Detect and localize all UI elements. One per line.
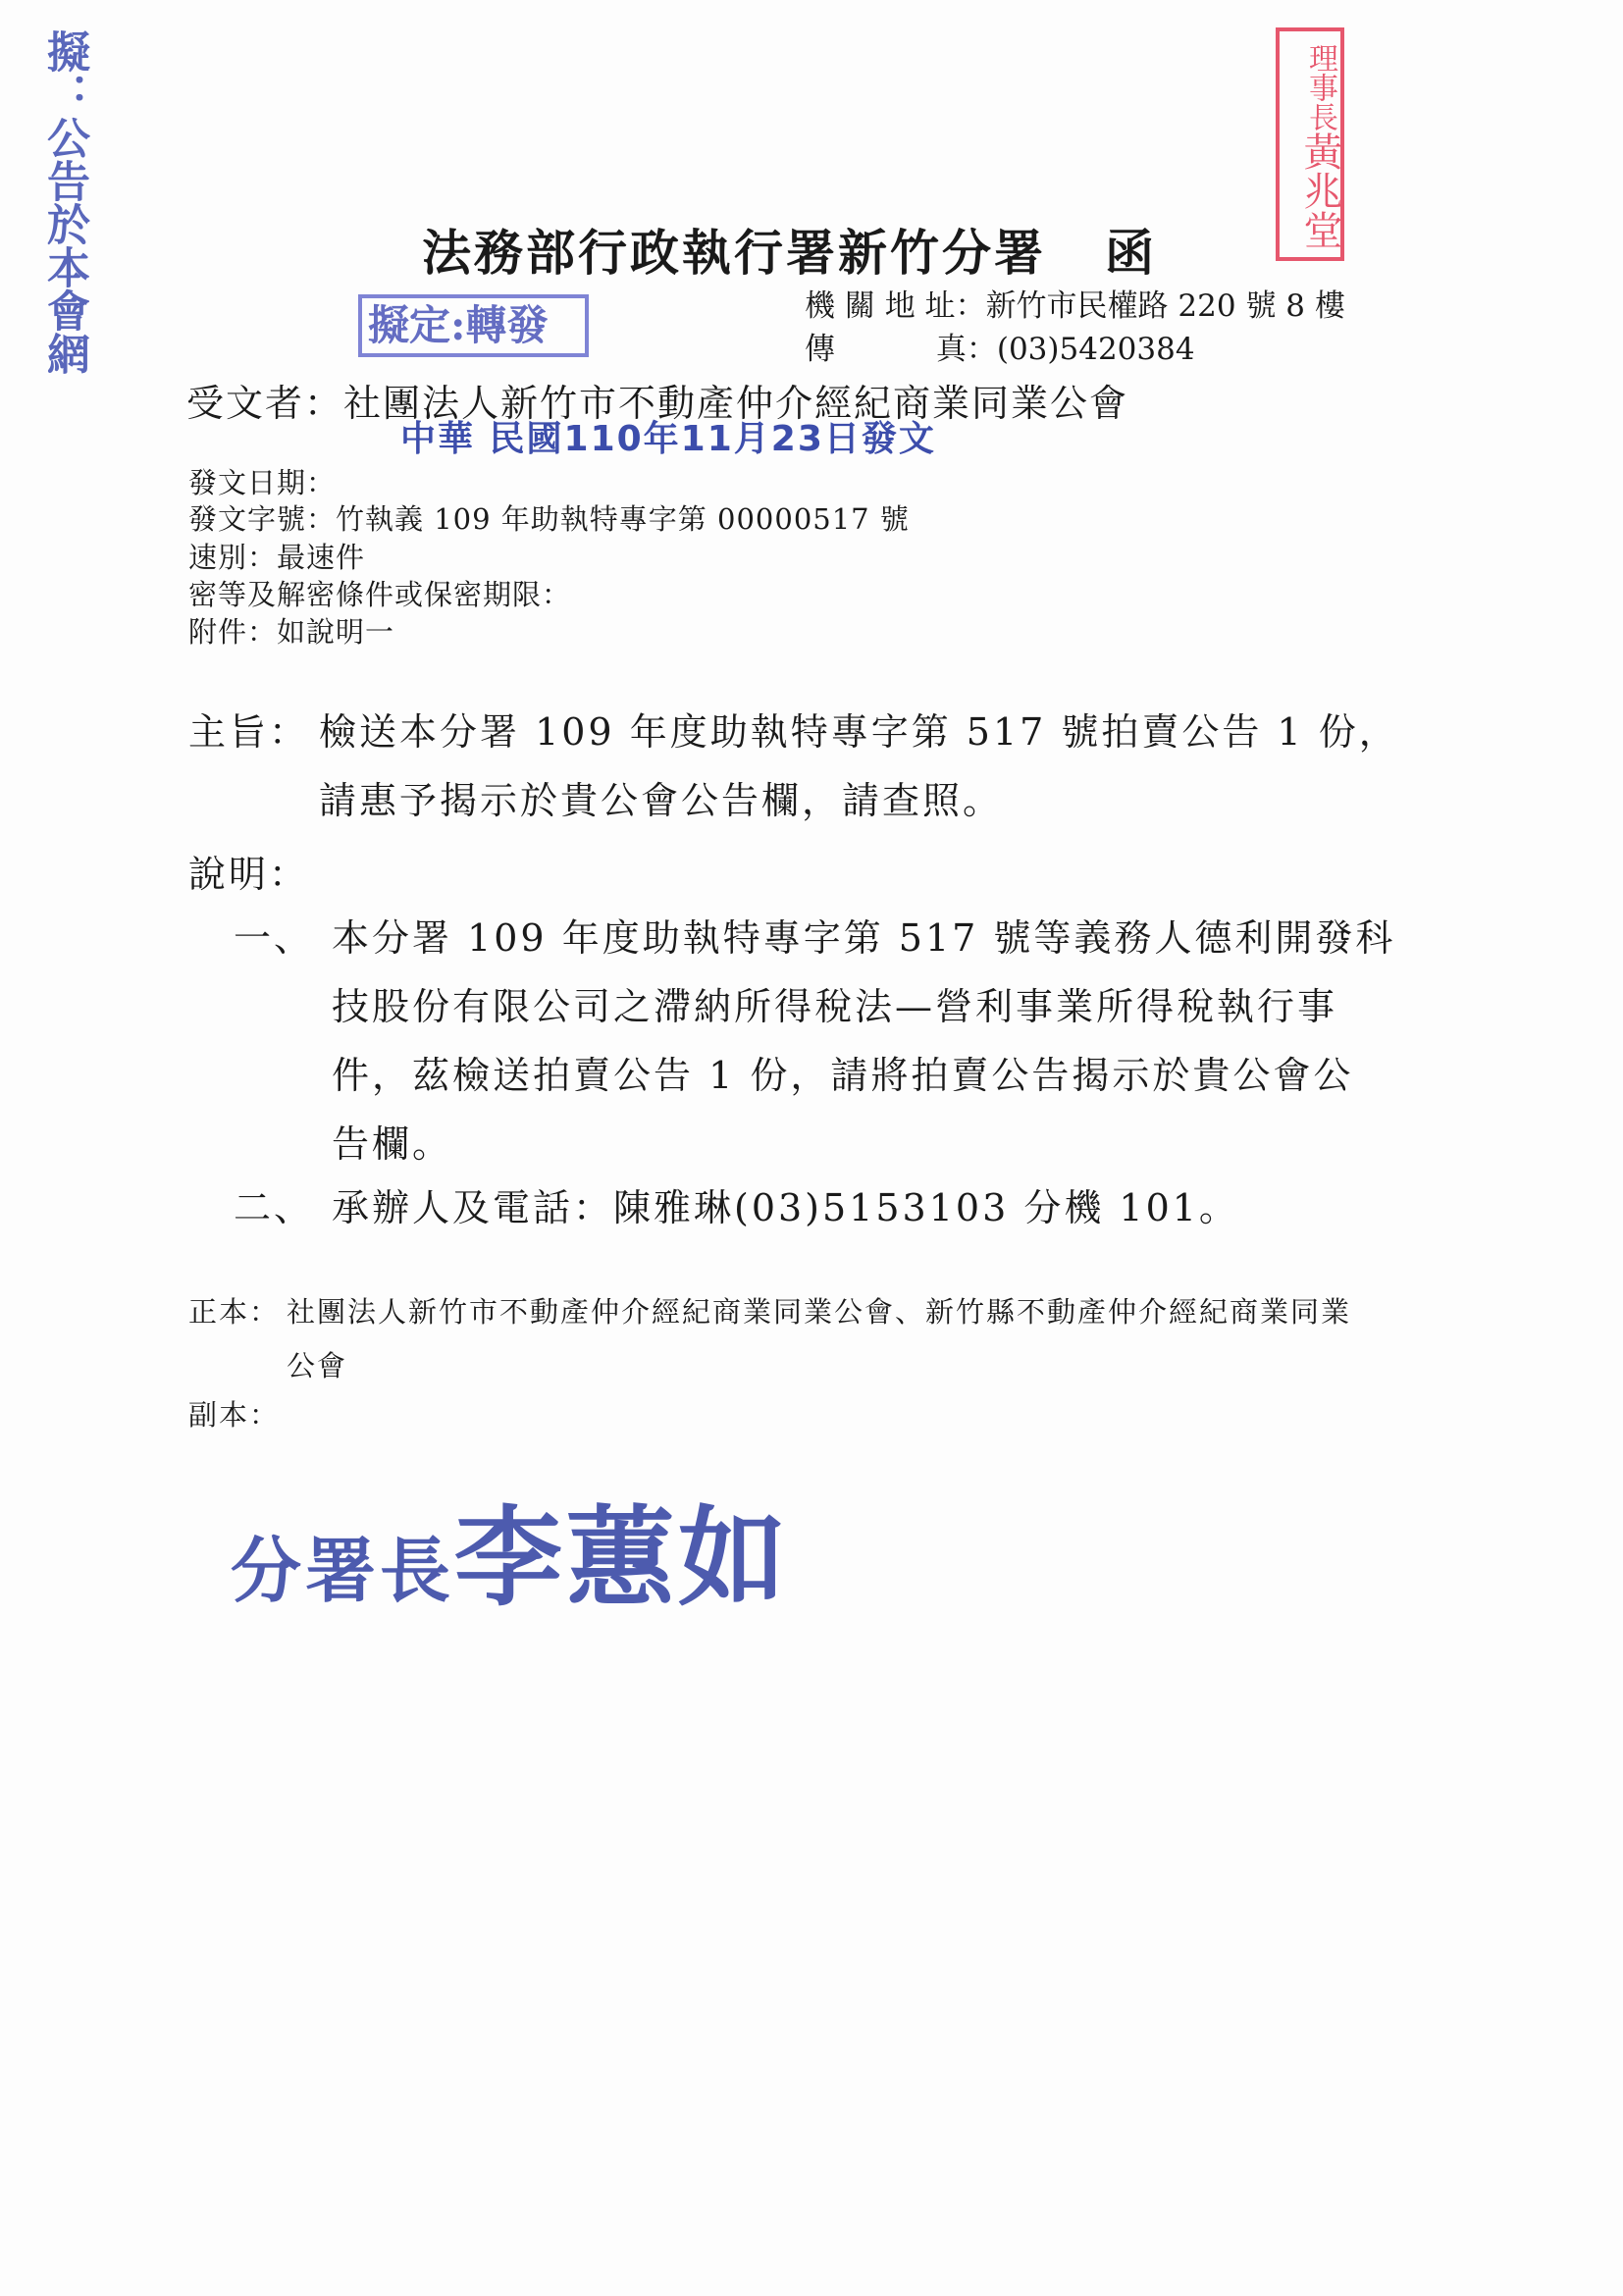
meta-value: 最速件 <box>277 541 366 574</box>
meta-label: 發文字號： <box>188 502 337 536</box>
meta-attachment <box>188 610 394 651</box>
meta-classification <box>188 573 571 613</box>
meta-value: 如說明一 <box>277 615 395 649</box>
copy-recipient-label: 副本： <box>188 1398 281 1432</box>
subject-line: 請惠予揭示於貴公會公告欄，請查照。 <box>319 779 1004 822</box>
document-type: 函 <box>1105 224 1157 282</box>
address-value: 新竹市民權路 220 號 8 樓 <box>985 288 1345 324</box>
original-recipient-line: 公會 <box>287 1349 348 1383</box>
original-recipient-line: 社團法人新竹市不動產仲介經紀商業同業公會、新竹縣不動產仲介經紀商業同業 <box>287 1295 1352 1329</box>
fax-value: (03)5420384 <box>996 332 1195 367</box>
signature-name: 李蕙如 <box>454 1494 791 1621</box>
recipient-value: 社團法人新竹市不動產仲介經紀商業同業公會 <box>343 382 1129 425</box>
original-recipient-label: 正本： <box>188 1295 281 1329</box>
agency-address <box>805 281 1345 325</box>
item-line: 技股份有限公司之滯納所得稅法—營利事業所得稅執行事 <box>332 985 1338 1028</box>
agency-fax <box>805 324 1195 368</box>
item-line: 告欄。 <box>332 1122 453 1166</box>
signature-role: 分署長 <box>231 1529 455 1612</box>
issue-date-stamp: 中華 民國110年11月23日發文 <box>400 419 936 459</box>
meta-speed <box>188 536 365 576</box>
item-line: 件，茲檢送拍賣公告 1 份，請將拍賣公告揭示於貴公會公 <box>332 1054 1354 1097</box>
meta-value: 竹執義 109 年助執特專字第 00000517 號 <box>336 502 910 536</box>
vertical-note-stamp: 擬：公告於本會網 <box>39 29 89 375</box>
chairman-seal <box>1276 27 1344 261</box>
meta-label: 速別： <box>188 541 278 574</box>
subject-label: 主旨： <box>188 710 310 754</box>
agency-name: 法務部行政執行署新竹分署 <box>422 224 1046 282</box>
address-label: 機 關 地 址： <box>805 288 986 324</box>
meta-label: 附件： <box>188 615 278 649</box>
subject-line: 檢送本分署 109 年度助執特專字第 517 號拍賣公告 1 份， <box>319 710 1399 754</box>
meta-label: 密等及解密條件或保密期限： <box>188 578 572 611</box>
fax-label: 傳 真： <box>805 332 997 367</box>
item-line: 承辦人及電話：陳雅琳(03)5153103 分機 101。 <box>332 1186 1239 1229</box>
item-number: 一、 <box>234 916 315 960</box>
recipient-label: 受文者： <box>186 382 344 425</box>
meta-issue-date <box>188 461 336 501</box>
seal-name: 黃兆堂 <box>1297 131 1342 249</box>
meta-label: 發文日期： <box>188 466 337 499</box>
decision-stamp: 擬定:轉發 <box>358 294 589 357</box>
document-title <box>422 214 1157 285</box>
seal-role: 理事長 <box>1303 43 1337 131</box>
item-line: 本分署 109 年度助執特專字第 517 號等義務人德利開發科 <box>332 916 1396 960</box>
explanation-label: 說明： <box>188 853 310 896</box>
signature-stamp <box>231 1472 790 1627</box>
item-number: 二、 <box>234 1186 315 1229</box>
meta-doc-number <box>188 497 910 538</box>
